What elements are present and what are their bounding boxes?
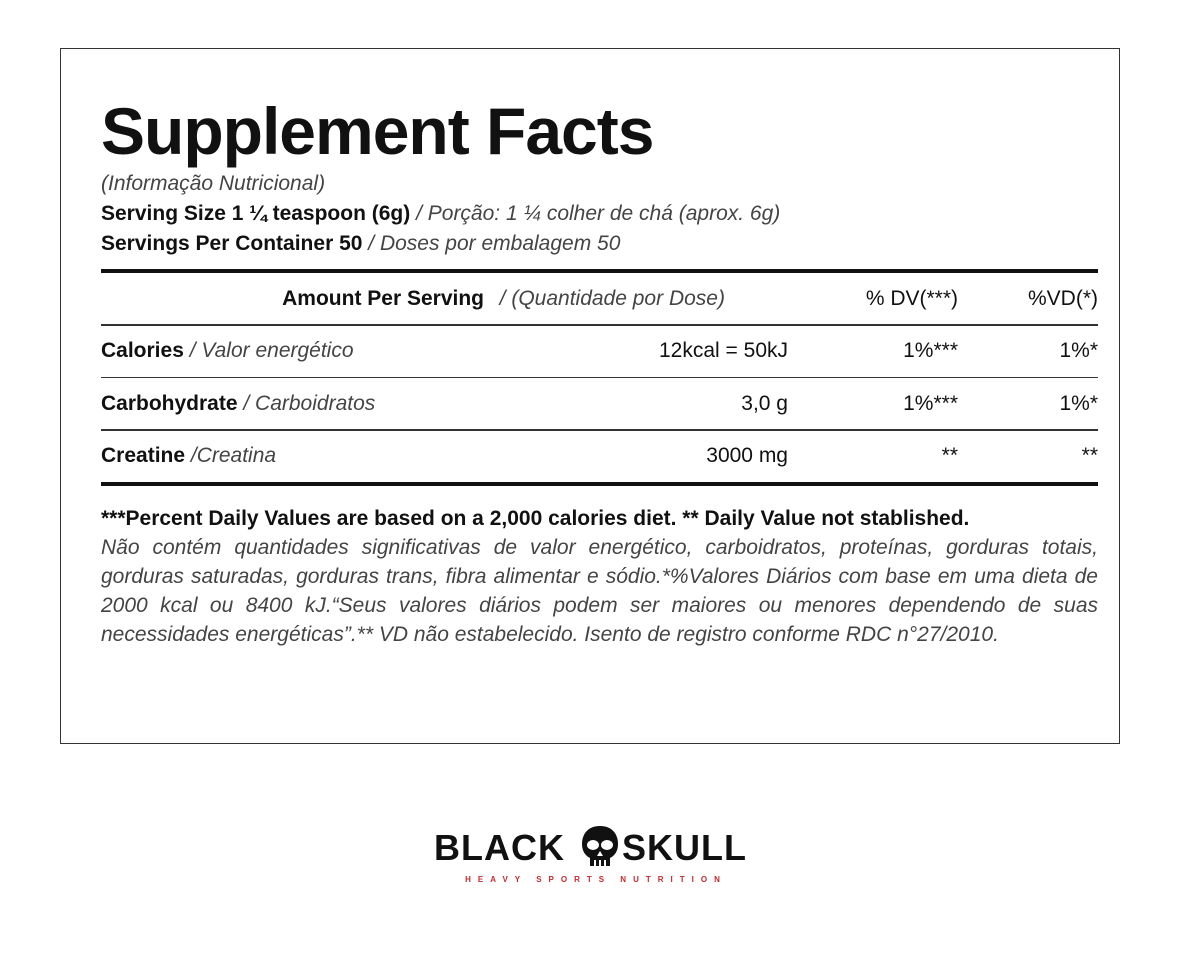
header-dv: % DV(***) [865,286,958,310]
servings-en: Servings Per Container 50 [101,232,363,255]
row-name-en: Calories [101,339,184,362]
row-name-en: Carbohydrate [101,391,238,415]
row-amount: 12kcal = 50kJ [659,339,788,362]
facts-title: Supplement Facts [101,94,654,168]
serving-size-en: Serving Size 1 ¼ teaspoon (6g) [101,202,411,225]
header-amount-en: Amount Per Serving [282,286,484,310]
row-vd: 1%* [1059,391,1098,415]
row-name [101,444,488,468]
row-name [101,392,488,416]
header-amount-pt: / (Quantidade por Dose) [488,286,725,310]
brand-logo [434,820,758,890]
footnote-pt: Não contém quantidades significativas de valor energético, carboidratos, proteínas, gorduras totais, gorduras saturadas, gorduras trans, fibra alimentar e sódio.*%Valores Diários com base em uma dieta de 2000 kcal ou 8400 kJ.“Seus valores diários podem ser maiores ou menores dependendo de suas necessidades energéticas”.** VD não estabelecido. Isento de registro conforme RDC n°27/2010. [101,535,1098,646]
facts-content [101,93,1098,649]
row-dv: 1%*** [903,391,958,415]
row-amount: 3,0 g [741,391,788,415]
header-amount [101,287,488,311]
table-row [101,326,1098,377]
table-header [101,273,1098,324]
facts-subtitle: (Informação Nutricional) [101,172,326,195]
supplement-facts-panel [60,48,1120,744]
row-vd: 1%* [1059,339,1098,362]
row-vd: ** [1081,444,1098,467]
row-dv: ** [941,444,958,467]
row-name-en: Creatine [101,444,186,467]
header-vd: %VD(*) [1027,286,1098,310]
row-name-pt: / Carboidratos [237,391,376,415]
footnote [101,504,1098,649]
serving-size-pt: / Porção: 1 ¼ colher de chá (aprox. 6g) [410,202,781,225]
row-name-pt: /Creatina [185,444,277,467]
row-dv: 1%*** [903,339,958,362]
serving-size [101,199,1098,229]
footnote-en: ***Percent Daily Values are based on a 2,000 calories diet. ** Daily Value not stablished. [101,506,970,530]
brand-name-right: SKULL [622,827,747,868]
brand-tagline: HEAVY SPORTS NUTRITION [465,875,727,884]
row-amount: 3000 mg [706,444,788,467]
thick-divider [101,482,1098,486]
table-row [101,378,1098,429]
skull-icon [582,826,618,866]
row-name-pt: / Valor energético [183,339,354,362]
row-name [101,339,488,363]
servings-per-container [101,229,1098,259]
brand-name-left: BLACK [434,827,565,868]
servings-pt: / Doses por embalagem 50 [362,232,621,255]
table-row [101,431,1098,482]
